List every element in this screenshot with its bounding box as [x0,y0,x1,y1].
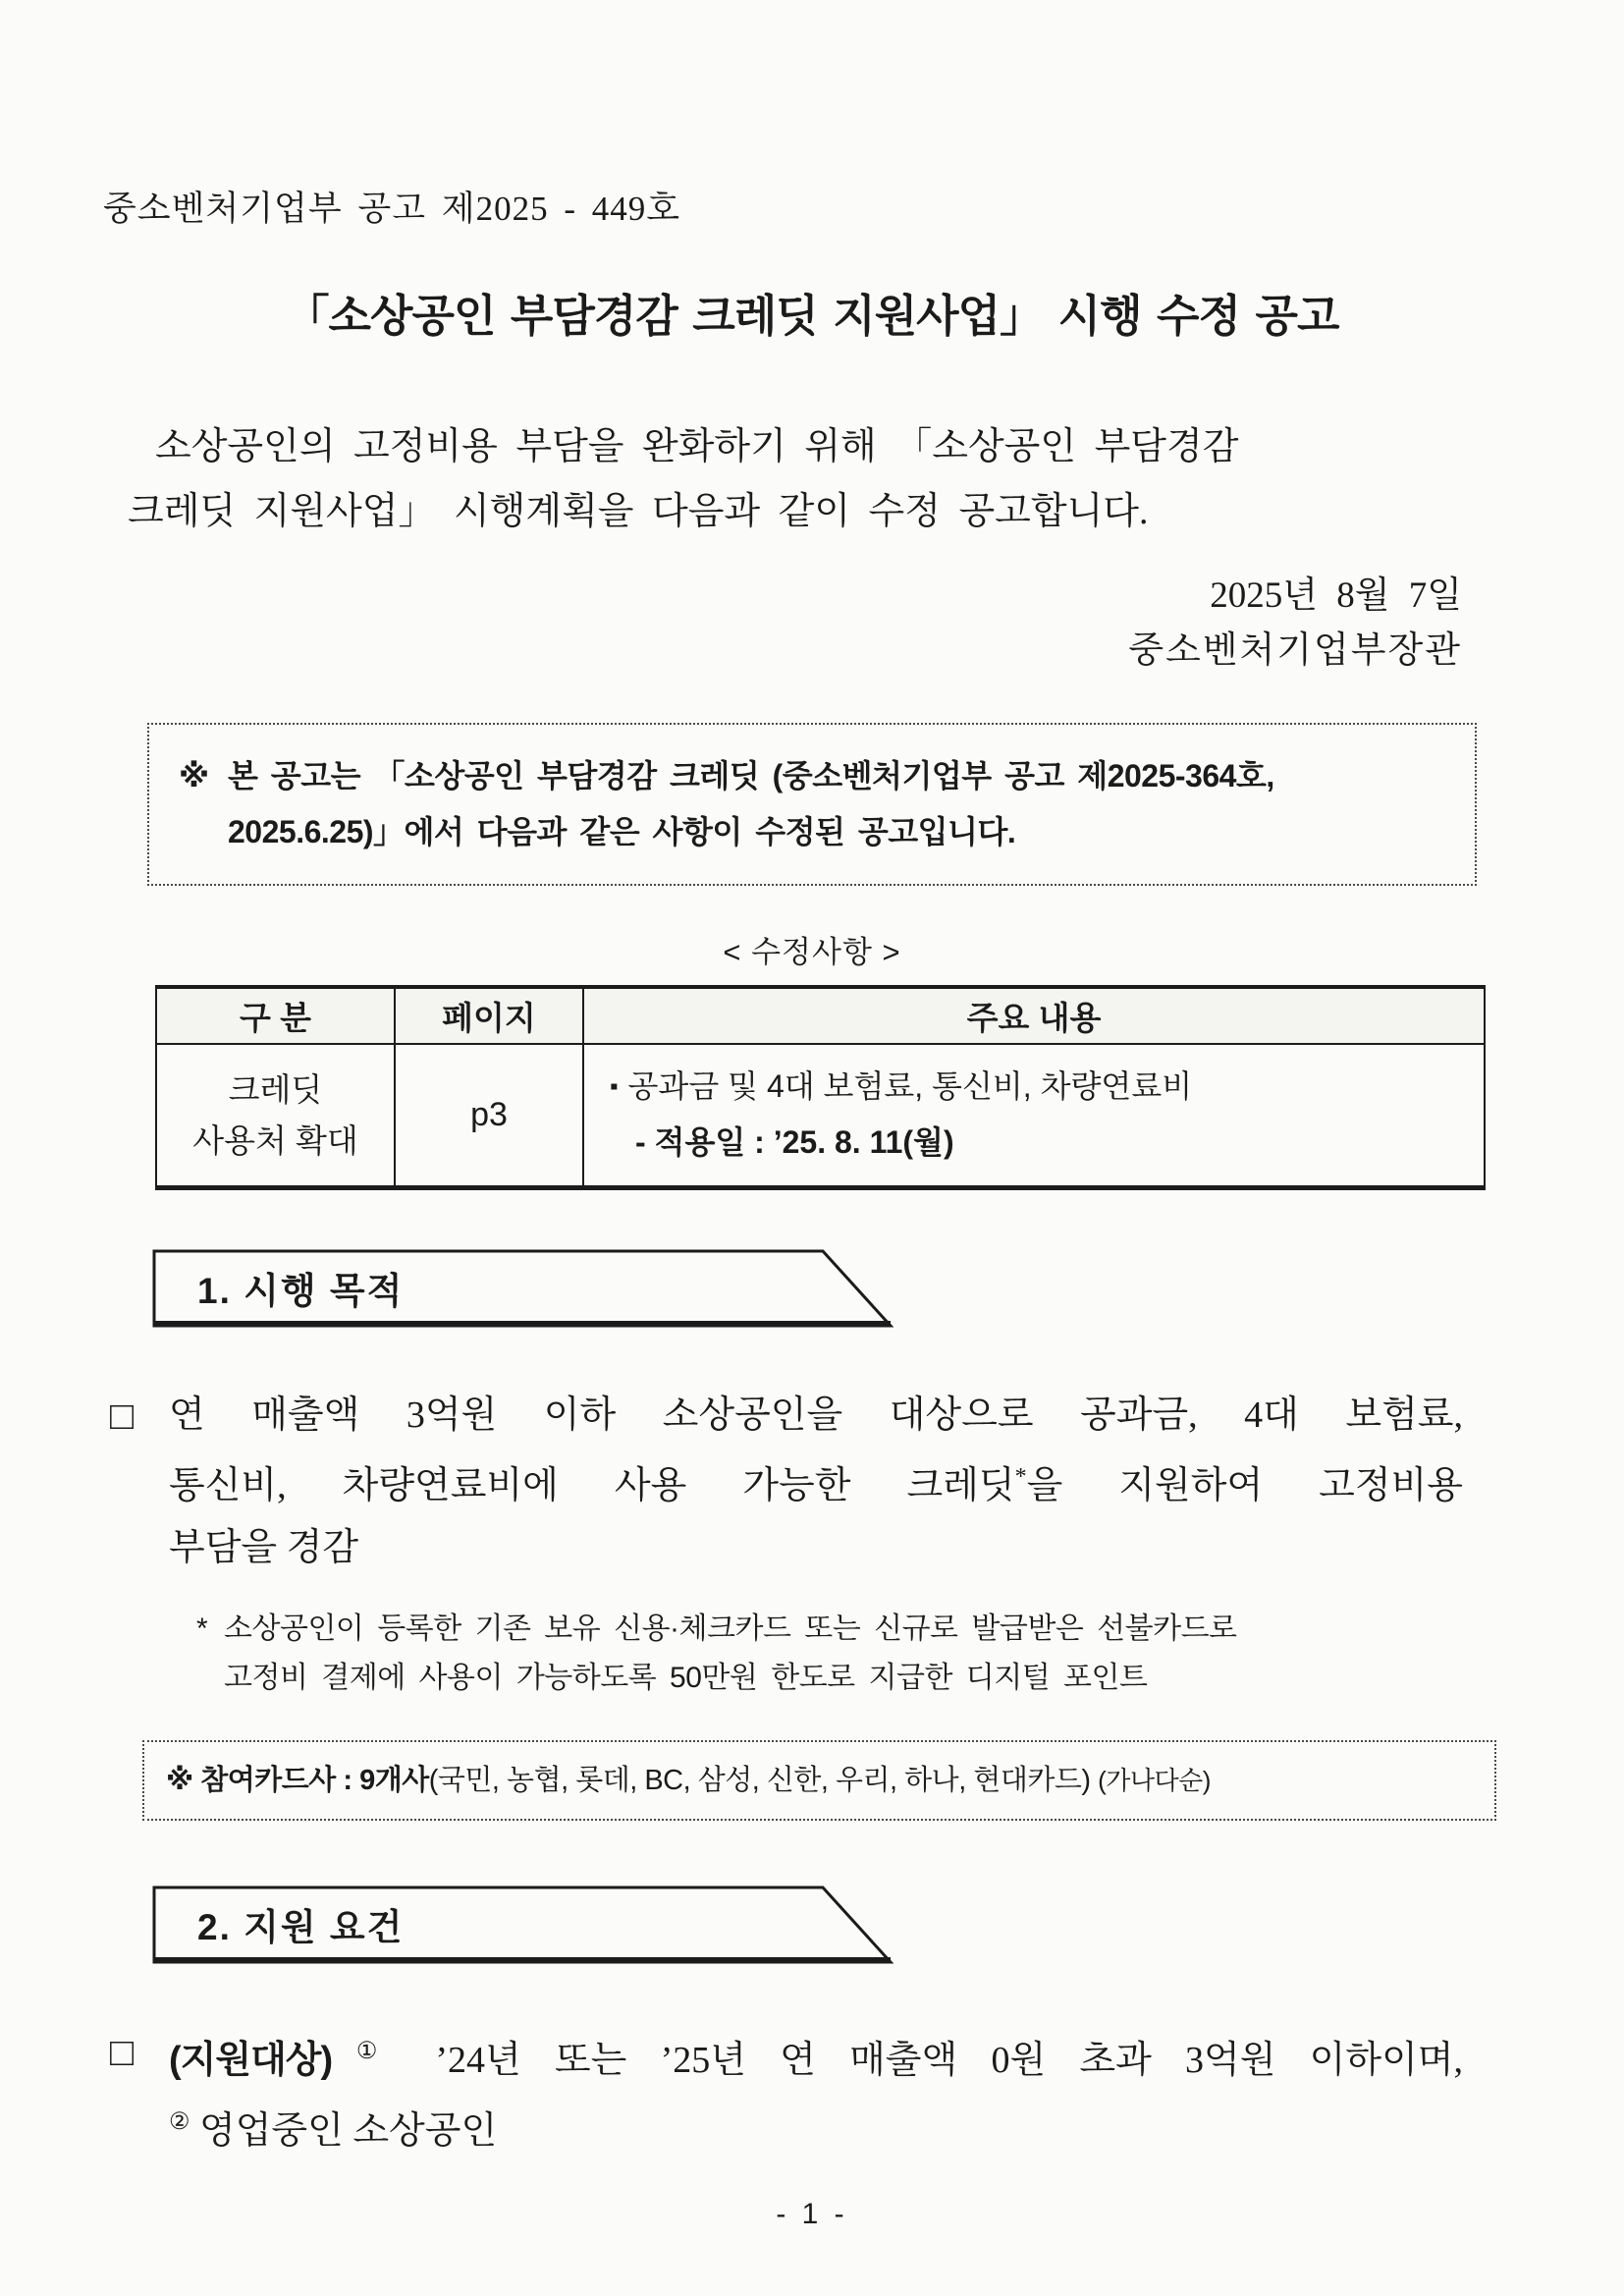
footnote-asterisk: * [1014,1464,1027,1490]
para-line-2-post: 을 지원하여 고정비용 [1026,1465,1463,1506]
section2-paragraph-text [169,2021,1463,2162]
revision-table-label: < 수정사항 > [723,935,901,969]
content-sub-line: - 적용일 : ’25. 8. 11(월) [635,1124,954,1160]
asterisk-marker-icon: * [196,1613,208,1645]
section2-banner [152,1886,900,1966]
footnote-line-1: 소상공인이 등록한 기존 보유 신용·체크카드 또는 신규로 발급받은 선불카드로 [224,1613,1237,1645]
support-target-label: (지원대상) [169,2040,333,2081]
circled-one-marker: ① [332,2039,403,2064]
card-box-bold-text: ※ 참여카드사 : 9개사 [166,1765,429,1796]
para-line-2 [169,2092,1463,2162]
checkbox-marker-icon: □ [110,1394,135,1438]
category-line-2: 사용처 확대 [192,1121,358,1159]
para-line-2-text: 영업중인 소상공인 [189,2110,498,2152]
revision-notice-box [147,723,1477,886]
footnote-text [224,1605,1457,1703]
square-bullet-icon: ▪ [610,1073,619,1100]
content-main-line [610,1061,1464,1113]
page-title: 「소상공인 부담경감 크레딧 지원사업」 시행 수정 공고 [285,291,1339,341]
section1-paragraph-text [169,1385,1463,1579]
header-content: 주요 내용 [583,987,1485,1044]
table-header-row [156,987,1485,1044]
intro-line-1: 소상공인의 고정비용 부담을 완화하기 위해 「소상공인 부담경감 [155,426,1239,467]
para-line-1-text: ’24년 또는 ’25년 연 매출액 0원 초과 3억원 이하이며, [402,2040,1463,2081]
footnote [196,1605,1457,1703]
para-line-2-pre: 통신비, 차량연료비에 사용 가능한 크레딧 [169,1465,1015,1506]
section1-banner [152,1249,900,1330]
doc-number: 중소벤처기업부 공고 제2025 - 449호 [103,190,681,228]
signer: 중소벤처기업부장관 [1128,630,1462,671]
reference-mark-icon: ※ [179,758,209,793]
section1-paragraph [110,1385,1463,1579]
checkbox-marker-icon: □ [110,2030,135,2074]
notice-text: 본 공고는 「소상공인 부담경감 크레딧 (중소벤처기업부 공고 제2025-364호, 2025.6.25)」에서 다음과 같은 사항이 수정된 공고입니다. [228,758,1274,849]
para-line-1 [169,2021,1463,2092]
intro-line-2: 크레딧 지원사업」 시행계획을 다음과 같이 수정 공고합니다. [128,491,1149,532]
category-line-1: 크레딧 [228,1070,323,1108]
footnote-line-2: 고정비 결제에 사용이 가능하도록 50만원 한도로 지급한 디지털 포인트 [224,1662,1148,1694]
intro-paragraph [128,414,1467,544]
section2-title: 2. 지원 요건 [197,1906,405,1947]
section1-title: 1. 시행 목적 [197,1270,405,1311]
table-row [156,1044,1485,1188]
cell-page: p3 [395,1044,583,1188]
circled-two-marker: ② [169,2109,190,2135]
card-companies-box [142,1740,1496,1821]
cell-category [156,1044,395,1188]
announcement-date: 2025년 8월 7일 [1210,575,1462,616]
section2-paragraph [110,2021,1463,2162]
page-number: - 1 - [776,2198,848,2230]
para-line-1: 연 매출액 3억원 이하 소상공인을 대상으로 공과금, 4대 보험료, [169,1394,1463,1436]
header-page: 페이지 [395,987,583,1044]
para-line-2 [169,1447,1463,1517]
header-category: 구 분 [156,987,395,1044]
content-text: 공과금 및 4대 보험료, 통신비, 차량연료비 [627,1068,1193,1104]
revision-table [155,985,1486,1190]
card-box-list: (국민, 농협, 롯데, BC, 삼성, 신한, 우리, 하나, 현대카드) [428,1765,1099,1796]
cell-content [583,1044,1485,1188]
card-box-suffix: (가나다순) [1098,1766,1211,1795]
para-line-3: 부담을 경감 [169,1527,359,1568]
